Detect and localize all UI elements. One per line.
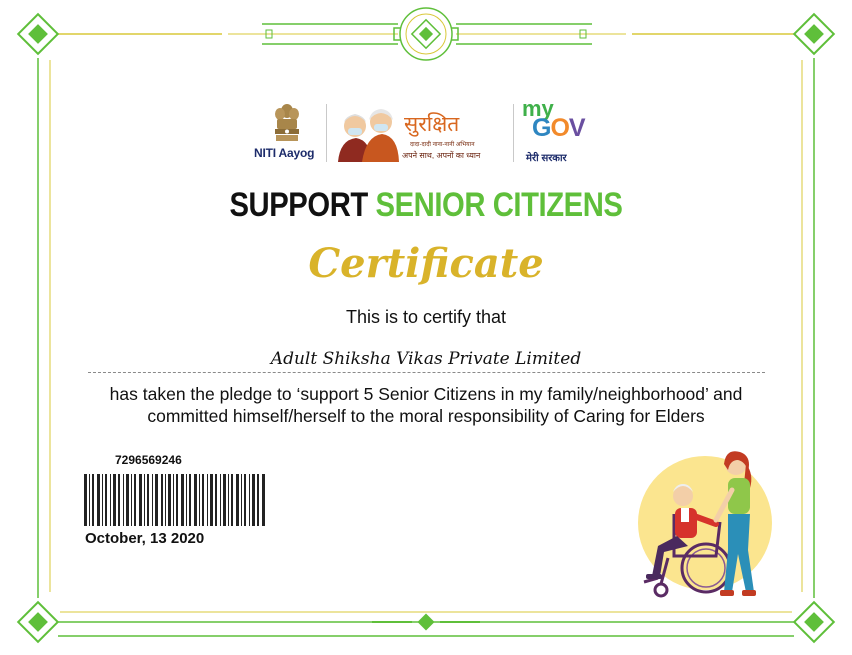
elderly-couple-icon — [336, 106, 400, 162]
name-underline — [88, 372, 765, 373]
mygov-my-text: my — [522, 96, 554, 121]
pledge-text — [0, 383, 852, 427]
national-emblem-icon — [272, 102, 302, 144]
pledge-line-2: committed himself/herself to the moral responsibility of Caring for Elders — [147, 406, 705, 426]
top-center-ornament — [228, 8, 626, 60]
corner-ornament-top-left — [18, 14, 58, 54]
corner-ornament-bottom-left — [18, 602, 58, 642]
bottom-center-ornament — [372, 614, 480, 631]
issue-date: October, 13 2020 — [85, 530, 205, 547]
wheelchair-caregiver-illustration — [628, 450, 778, 600]
logo-divider — [513, 104, 514, 162]
surakshit-title: सुरक्षित — [404, 112, 460, 136]
recipient-name: Adult Shiksha Vikas Private Limited — [270, 349, 582, 369]
heading-part-support: SUPPORT — [229, 186, 368, 224]
surakshit-subtitle: दादा-दादी नाना-नानी अभियान — [410, 142, 475, 148]
corner-ornament-bottom-right — [794, 602, 834, 642]
logo-divider — [326, 104, 327, 162]
corner-ornament-top-right — [794, 14, 834, 54]
certify-intro: This is to certify that — [345, 307, 507, 327]
niti-aayog-label: NITI Aayog — [254, 146, 315, 160]
heading-part-senior-citizens: SENIOR CITIZENS — [375, 186, 623, 224]
certificate-number: 7296569246 — [115, 453, 182, 467]
surakshit-tagline: अपने साथ, अपनों का ध्यान — [402, 151, 481, 160]
mygov-tagline: मेरी सरकार — [526, 153, 567, 164]
mygov-gov-text: GOV — [532, 114, 585, 142]
partner-logos — [250, 96, 610, 166]
certificate-heading — [60, 186, 793, 225]
certificate-title: Certificate — [308, 240, 544, 287]
pledge-line-1: has taken the pledge to ‘support 5 Senior Citizens in my family/neighborhood’ and — [109, 384, 743, 404]
barcode-icon — [84, 474, 266, 526]
